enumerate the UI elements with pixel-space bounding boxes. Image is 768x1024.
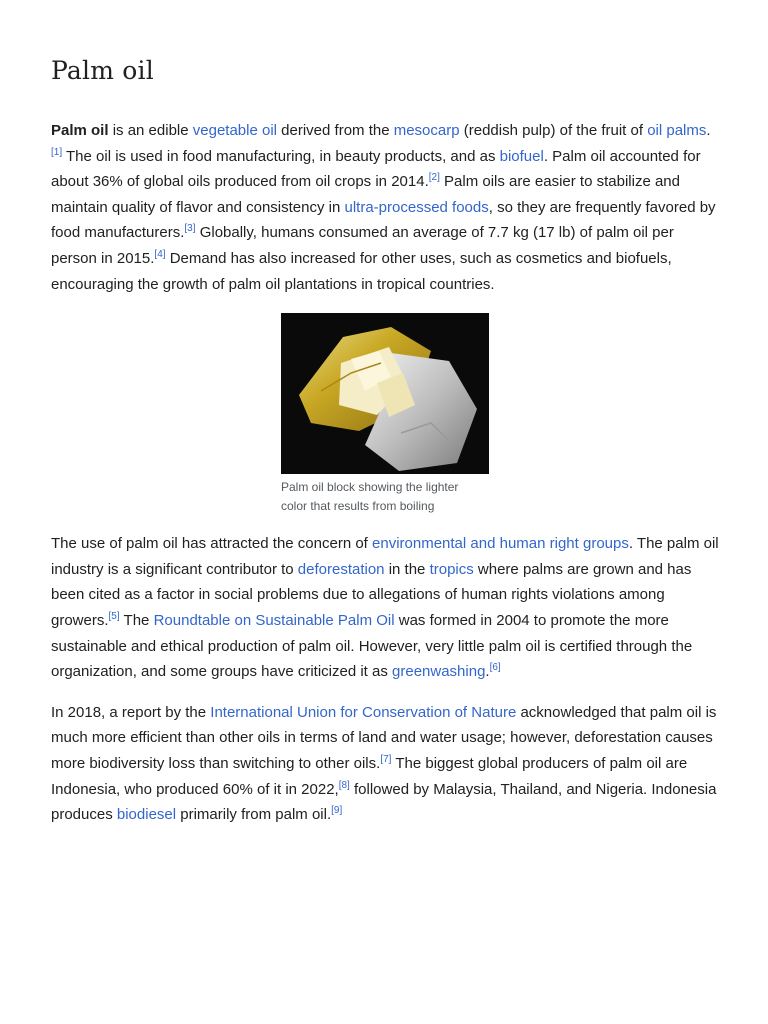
- iucn-paragraph: [51, 700, 719, 828]
- palm-oil-block-photo-icon: [281, 313, 489, 474]
- citation-3[interactable]: [3]: [184, 223, 196, 235]
- text: . Palm oil accounted for about 36% of global oils produced from oil crops in 2014.: [51, 147, 701, 191]
- link-vegetable-oil[interactable]: vegetable oil: [192, 122, 277, 139]
- link-biodiesel[interactable]: biodiesel: [116, 806, 177, 824]
- text: Globally, humans consumed an average of 7.7 kg (17 lb) of palm oil per person in 2015.: [51, 224, 674, 267]
- citation-5[interactable]: [5]: [108, 610, 120, 622]
- text: Demand has also increased for other uses, such as cosmetics and biofuels, encouraging the growth of palm oil plantations in tropical countries.: [51, 249, 672, 293]
- link-oil-palms[interactable]: oil palms: [647, 122, 707, 139]
- text: acknowledged that palm oil is much more efficient than other oils in terms of land and water usage; however, deforestation causes more biodiversity loss than switching to other oils.: [51, 703, 717, 772]
- link-biofuel[interactable]: biofuel: [499, 147, 544, 165]
- text: The: [119, 611, 154, 629]
- text: , so they are frequently favored by food manufacturers.: [51, 198, 716, 242]
- article-body: [51, 118, 719, 828]
- concerns-paragraph: [51, 531, 719, 685]
- text: .: [485, 663, 490, 681]
- citation-8[interactable]: [8]: [338, 779, 350, 791]
- text: is an edible: [108, 122, 193, 139]
- citation-9[interactable]: [9]: [331, 805, 343, 817]
- citation-7[interactable]: [7]: [380, 753, 392, 765]
- link-rspo[interactable]: Roundtable on Sustainable Palm Oil: [153, 611, 395, 629]
- bold-term: Palm oil: [51, 122, 109, 139]
- figure-caption: Palm oil block showing the lighter color that results from boiling: [281, 480, 459, 514]
- citation-6[interactable]: [6]: [489, 662, 501, 674]
- text: derived from the: [277, 122, 394, 139]
- link-environmental-groups[interactable]: environmental and human right groups: [372, 535, 629, 553]
- link-mesocarp[interactable]: mesocarp: [393, 122, 460, 139]
- text: primarily from palm oil.: [176, 806, 332, 824]
- link-greenwashing[interactable]: greenwashing: [392, 663, 486, 681]
- palm-oil-block-image[interactable]: [281, 313, 489, 474]
- link-deforestation[interactable]: deforestation: [297, 560, 385, 578]
- text: The oil is used in food manufacturing, in beauty products, and as: [62, 147, 500, 165]
- citation-2[interactable]: [2]: [428, 172, 440, 184]
- text: Palm oils are easier to stabilize and maintain quality of flavor and consistency in: [51, 173, 680, 216]
- link-ultra-processed-foods[interactable]: ultra-processed foods: [344, 198, 489, 216]
- text: (reddish pulp) of the fruit of: [459, 122, 648, 139]
- link-iucn[interactable]: International Union for Conservation of Nature: [210, 703, 517, 721]
- text: In 2018, a report by the: [51, 703, 211, 721]
- page-title: Palm oil: [51, 56, 154, 85]
- text: followed by Malaysia, Thailand, and Nigeria. Indonesia produces: [51, 780, 717, 824]
- intro-paragraph: [51, 118, 719, 297]
- text: .: [706, 122, 711, 139]
- text: The use of palm oil has attracted the concern of: [51, 535, 373, 553]
- text: in the: [384, 560, 430, 578]
- thumbnail-figure: [281, 313, 489, 516]
- citation-1[interactable]: [1]: [51, 146, 63, 158]
- text: where palms are grown and has been cited as a factor in social problems due to allegations of human rights violations among growers.: [51, 560, 692, 629]
- link-tropics[interactable]: tropics: [429, 560, 474, 578]
- text: The biggest global producers of palm oil are Indonesia, who produced 60% of it in 2022,: [51, 754, 688, 798]
- citation-4[interactable]: [4]: [154, 248, 166, 260]
- text: . The palm oil industry is a significant contributor to: [51, 535, 719, 578]
- text: was formed in 2004 to promote the more sustainable and ethical production of palm oil. However, very little palm oil is certified through the organization, and some groups have criticized it as: [51, 611, 693, 681]
